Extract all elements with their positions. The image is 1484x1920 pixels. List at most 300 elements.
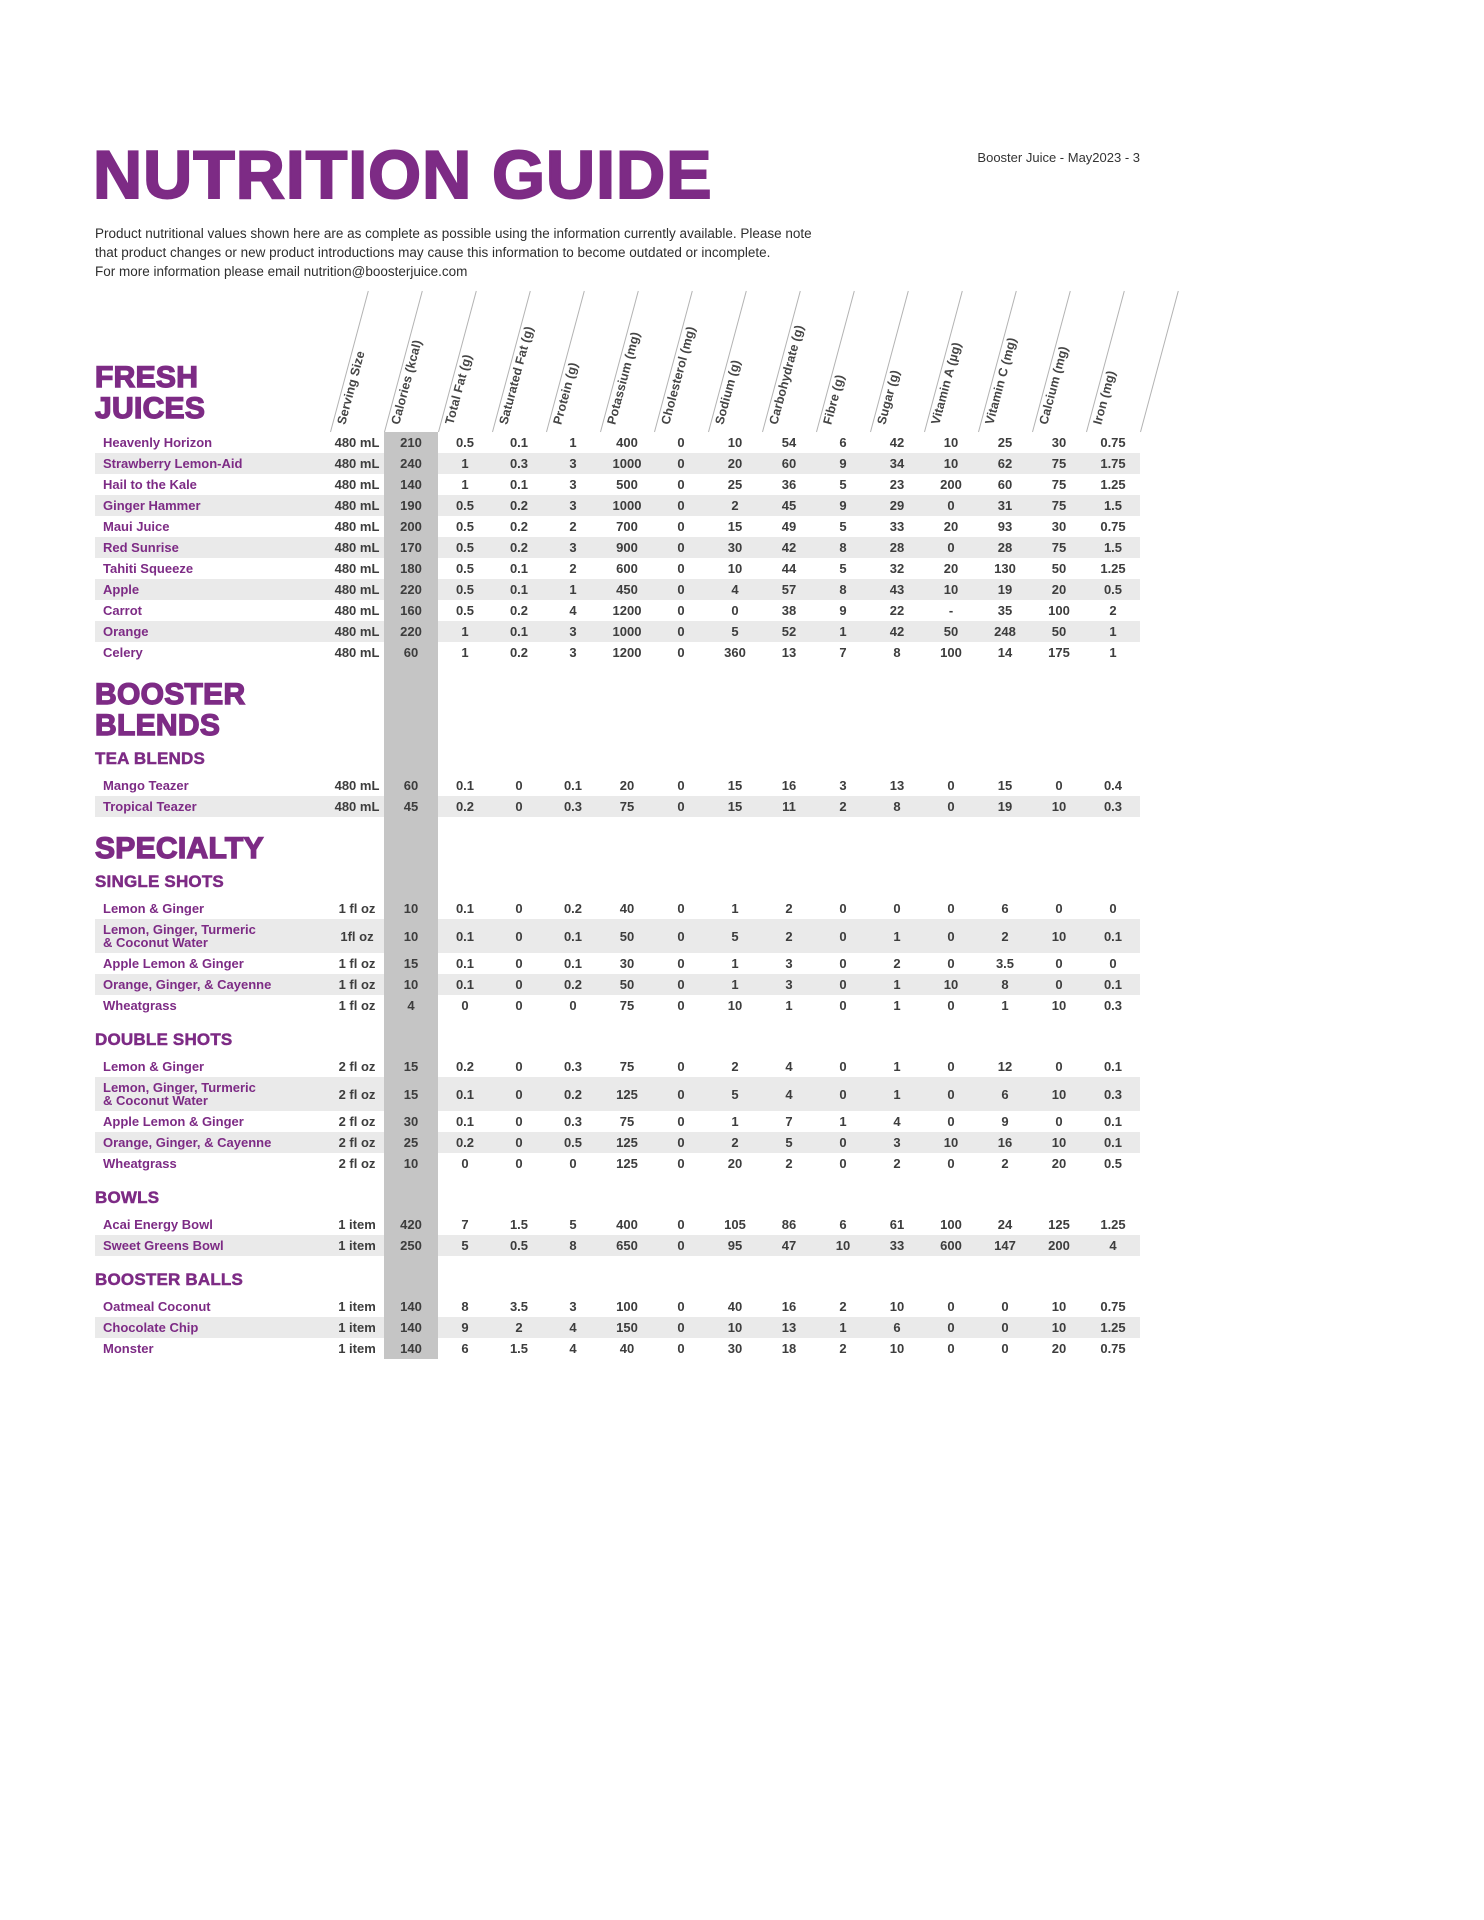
value-cell: 28	[997, 540, 1013, 555]
row-label: Carrot	[103, 602, 143, 618]
value-cell: 50	[1051, 561, 1067, 576]
calories-cell: 220	[384, 579, 438, 600]
value-cell: 0	[677, 977, 685, 992]
value-cell: 8	[893, 645, 901, 660]
value-cell: 1.25	[1100, 561, 1126, 576]
row-label: Acai Energy Bowl	[103, 1216, 213, 1232]
value-cell: 0.75	[1100, 435, 1126, 450]
value-cell: 0	[947, 799, 955, 814]
value-cell: 1.5	[1103, 498, 1123, 513]
value-cell: 1.5	[509, 1217, 529, 1232]
value-cell: 8	[839, 540, 847, 555]
value-cell: 75	[1051, 477, 1067, 492]
value-cell: 650	[616, 1238, 638, 1253]
value-cell: 3	[569, 1299, 577, 1314]
value-cell: 5	[839, 519, 847, 534]
header-divider-line	[1140, 291, 1179, 432]
value-cell: 75	[619, 1114, 635, 1129]
serving-size-cell: 480 mL	[334, 540, 380, 555]
row-label	[95, 1081, 330, 1108]
value-cell: 1	[731, 977, 739, 992]
value-cell: 42	[889, 435, 905, 450]
value-cell: 3	[569, 645, 577, 660]
group-subtitle: BOWLS	[95, 1188, 160, 1207]
serving-size-cell: 1fl oz	[340, 928, 374, 944]
value-cell: 0	[947, 498, 955, 513]
value-cell: 0.1	[1103, 928, 1123, 944]
calories-cell: 210	[384, 432, 438, 453]
column-header: Fibre (g)	[820, 373, 848, 426]
serving-size-cell: 480 mL	[334, 799, 380, 814]
row-label: Tropical Teazer	[103, 798, 197, 814]
table-row	[95, 919, 1140, 953]
nutrition-table	[95, 280, 1140, 1359]
serving-size-cell: 2 fl oz	[338, 1059, 376, 1074]
value-cell: 0.1	[563, 778, 583, 793]
row-label: Apple	[103, 581, 140, 597]
value-cell: 4	[893, 1114, 901, 1129]
value-cell: 0	[677, 901, 685, 916]
value-cell: 16	[781, 1299, 797, 1314]
table-row	[95, 1111, 1140, 1132]
row-label: Chocolate Chip	[103, 1319, 199, 1335]
row-label: Celery	[103, 644, 143, 660]
value-cell: 0	[677, 778, 685, 793]
table-row	[95, 558, 1140, 579]
value-cell: 5	[785, 1135, 793, 1150]
value-cell: 0.2	[455, 1135, 475, 1150]
value-cell: 0	[947, 1059, 955, 1074]
value-cell: 0.3	[563, 799, 583, 814]
value-cell: 75	[619, 998, 635, 1013]
value-cell: 4	[731, 582, 739, 597]
value-cell: 0.5	[563, 1135, 583, 1150]
value-cell: 50	[619, 928, 635, 944]
serving-size-cell: 1 item	[338, 1299, 376, 1314]
rows-group	[95, 1214, 1140, 1256]
value-cell: 8	[893, 799, 901, 814]
calories-cell: 15	[384, 953, 438, 974]
value-cell: 0	[839, 1135, 847, 1150]
value-cell: 0	[1055, 1114, 1063, 1129]
value-cell: 0	[677, 1217, 685, 1232]
value-cell: 75	[1051, 498, 1067, 513]
value-cell: 38	[781, 603, 797, 618]
table-row	[95, 898, 1140, 919]
value-cell: 0	[677, 477, 685, 492]
serving-size-cell: 1 item	[338, 1238, 376, 1253]
value-cell: 7	[839, 645, 847, 660]
value-cell: 0	[677, 1320, 685, 1335]
value-cell: 150	[616, 1320, 638, 1335]
value-cell: 6	[1001, 901, 1009, 916]
value-cell: 13	[781, 1320, 797, 1335]
value-cell: 600	[940, 1238, 962, 1253]
value-cell: 0	[1001, 1299, 1009, 1314]
value-cell: 52	[781, 624, 797, 639]
value-cell: 40	[619, 901, 635, 916]
calories-cell: 170	[384, 537, 438, 558]
calories-cell: 140	[384, 474, 438, 495]
column-header: Vitamin C (mg)	[982, 336, 1020, 426]
section-title-line: FRESH	[95, 361, 199, 394]
column-header: Saturated Fat (g)	[496, 324, 537, 426]
value-cell: 1200	[612, 645, 642, 660]
value-cell: 0	[515, 1135, 523, 1150]
value-cell: 13	[781, 645, 797, 660]
value-cell: 8	[1001, 977, 1009, 992]
value-cell: 0	[677, 1156, 685, 1171]
value-cell: 1.25	[1100, 477, 1126, 492]
value-cell: 0.5	[455, 498, 475, 513]
value-cell: 1	[1109, 624, 1117, 639]
value-cell: 1000	[612, 498, 642, 513]
value-cell: 0.1	[455, 1086, 475, 1102]
calories-cell: 45	[384, 796, 438, 817]
value-cell: 10	[1051, 1299, 1067, 1314]
value-cell: 1	[569, 582, 577, 597]
value-cell: 30	[1051, 519, 1067, 534]
value-cell: 1	[1109, 645, 1117, 660]
value-cell: 60	[781, 456, 797, 471]
value-cell: 0	[839, 1059, 847, 1074]
row-label: Strawberry Lemon-Aid	[103, 455, 243, 471]
value-cell: 0	[839, 928, 847, 944]
value-cell: 0	[1001, 1341, 1009, 1356]
value-cell: 3	[839, 778, 847, 793]
value-cell: 0.1	[455, 778, 475, 793]
value-cell: 400	[616, 435, 638, 450]
group-subtitle: DOUBLE SHOTS	[95, 1030, 233, 1049]
value-cell: 47	[781, 1238, 797, 1253]
value-cell: 248	[994, 624, 1016, 639]
value-cell: 3	[569, 477, 577, 492]
value-cell: 0	[947, 1299, 955, 1314]
value-cell: 20	[1051, 1341, 1067, 1356]
value-cell: 0	[515, 998, 523, 1013]
value-cell: 18	[781, 1341, 797, 1356]
row-label: Orange	[103, 623, 149, 639]
calories-cell: 220	[384, 621, 438, 642]
calories-cell: 25	[384, 1132, 438, 1153]
value-cell: 2	[1001, 1156, 1009, 1171]
value-cell: 0	[677, 1299, 685, 1314]
value-cell: 30	[727, 540, 743, 555]
group-subtitle: TEA BLENDS	[95, 749, 205, 768]
value-cell: 0	[947, 778, 955, 793]
value-cell: 19	[997, 582, 1013, 597]
value-cell: 0.1	[455, 901, 475, 916]
value-cell: 9	[839, 498, 847, 513]
value-cell: 95	[727, 1238, 743, 1253]
value-cell: 10	[943, 977, 959, 992]
column-header: Cholesterol (mg)	[658, 324, 699, 426]
value-cell: 36	[781, 477, 797, 492]
rows-group	[95, 1296, 1140, 1359]
value-cell: 0	[677, 540, 685, 555]
serving-size-cell: 2 fl oz	[338, 1135, 376, 1150]
row-label-line: & Coconut Water	[103, 935, 208, 950]
value-cell: 0	[731, 603, 739, 618]
value-cell: 0	[1001, 1320, 1009, 1335]
row-label: Hail to the Kale	[103, 476, 197, 492]
value-cell: 9	[461, 1320, 469, 1335]
calories-cell: 250	[384, 1235, 438, 1256]
value-cell: 2	[839, 1341, 847, 1356]
value-cell: 3.5	[995, 956, 1015, 971]
value-cell: 0.75	[1100, 519, 1126, 534]
value-cell: 0	[677, 956, 685, 971]
value-cell: 0	[947, 901, 955, 916]
table-body-inner	[95, 432, 1140, 1359]
value-cell: 2	[785, 901, 793, 916]
value-cell: 0	[839, 1086, 847, 1102]
value-cell: 105	[724, 1217, 746, 1232]
value-cell: 3	[569, 456, 577, 471]
column-header: Vitamin A (µg)	[928, 340, 964, 426]
row-label-line: Lemon, Ginger, Turmeric	[103, 1079, 256, 1095]
value-cell: 0.1	[1103, 1135, 1123, 1150]
column-header: Sodium (g)	[712, 358, 744, 426]
column-header: Calcium (mg)	[1036, 344, 1071, 426]
serving-size-cell: 480 mL	[334, 456, 380, 471]
value-cell: 16	[781, 778, 797, 793]
value-cell: 4	[1109, 1238, 1117, 1253]
value-cell: 0	[947, 540, 955, 555]
value-cell: 1	[731, 901, 739, 916]
value-cell: 44	[781, 561, 797, 576]
table-row	[95, 1296, 1140, 1317]
serving-size-cell: 1 fl oz	[338, 977, 376, 992]
column-header: Sugar (g)	[874, 368, 903, 426]
value-cell: 10	[727, 1320, 743, 1335]
intro-line: that product changes or new product introductions may cause this information to become outdated or incomplete.	[95, 245, 771, 261]
value-cell: 1	[461, 645, 469, 660]
value-cell: 10	[943, 1135, 959, 1150]
value-cell: 28	[889, 540, 905, 555]
value-cell: 0	[677, 1341, 685, 1356]
value-cell: 0.2	[509, 603, 529, 618]
calories-cell: 30	[384, 1111, 438, 1132]
value-cell: 0.3	[563, 1114, 583, 1129]
value-cell: 19	[997, 799, 1013, 814]
value-cell: 50	[1051, 624, 1067, 639]
table-row	[95, 1153, 1140, 1174]
value-cell: 4	[785, 1059, 793, 1074]
value-cell: 125	[616, 1086, 638, 1102]
value-cell: 40	[727, 1299, 743, 1314]
table-row	[95, 432, 1140, 453]
calories-cell: 190	[384, 495, 438, 516]
value-cell: 1	[893, 928, 901, 944]
value-cell: 6	[461, 1341, 469, 1356]
value-cell: 2	[731, 498, 739, 513]
page-title: NUTRITION GUIDE	[93, 137, 713, 213]
table-row	[95, 1338, 1140, 1359]
row-label: Tahiti Squeeze	[103, 560, 194, 576]
value-cell: 0.5	[455, 540, 475, 555]
value-cell: 200	[940, 477, 962, 492]
table-row	[95, 1132, 1140, 1153]
value-cell: 0	[677, 519, 685, 534]
intro-line-email: For more information please email nutrition@boosterjuice.com	[95, 264, 468, 280]
value-cell: 33	[889, 519, 905, 534]
table-row	[95, 621, 1140, 642]
value-cell: 0	[677, 1059, 685, 1074]
serving-size-cell: 480 mL	[334, 603, 380, 618]
table-row	[95, 995, 1140, 1016]
value-cell: 0.1	[563, 956, 583, 971]
table-row	[95, 495, 1140, 516]
section-title-line: SPECIALTY	[95, 832, 264, 865]
value-cell: 0	[947, 928, 955, 944]
value-cell: 0	[1109, 956, 1117, 971]
value-cell: 1000	[612, 624, 642, 639]
table-row	[95, 1077, 1140, 1111]
value-cell: 0.2	[509, 540, 529, 555]
document-reference: Booster Juice - May2023 - 3	[977, 150, 1140, 165]
value-cell: 6	[839, 435, 847, 450]
value-cell: 0	[839, 901, 847, 916]
value-cell: 700	[616, 519, 638, 534]
value-cell: 0.1	[509, 477, 529, 492]
value-cell: 10	[835, 1238, 851, 1253]
row-label: Lemon & Ginger	[103, 900, 205, 916]
value-cell: 0.5	[455, 519, 475, 534]
value-cell: 20	[727, 456, 743, 471]
value-cell: 14	[997, 645, 1013, 660]
value-cell: 11	[782, 799, 796, 814]
value-cell: 0.2	[563, 1086, 583, 1102]
value-cell: 1	[461, 477, 469, 492]
value-cell: 61	[889, 1217, 905, 1232]
section-title	[95, 679, 1140, 741]
value-cell: 7	[461, 1217, 469, 1232]
serving-size-cell: 480 mL	[334, 561, 380, 576]
value-cell: 0	[515, 928, 523, 944]
table-row	[95, 953, 1140, 974]
value-cell: 24	[997, 1217, 1013, 1232]
value-cell: 0	[947, 998, 955, 1013]
serving-size-cell: 480 mL	[334, 624, 380, 639]
value-cell: 10	[889, 1341, 905, 1356]
value-cell: 49	[781, 519, 797, 534]
value-cell: 0.5	[1103, 582, 1123, 597]
row-label	[95, 923, 330, 950]
value-cell: 1.25	[1100, 1217, 1126, 1232]
serving-size-cell: 1 item	[338, 1320, 376, 1335]
value-cell: 0	[515, 1114, 523, 1129]
value-cell: 0.4	[1103, 778, 1123, 793]
value-cell: 1.5	[1103, 540, 1123, 555]
value-cell: 75	[1051, 540, 1067, 555]
value-cell: 100	[940, 1217, 962, 1232]
value-cell: 0	[839, 1156, 847, 1171]
rows-group	[95, 1056, 1140, 1174]
value-cell: 30	[619, 956, 635, 971]
value-cell: 1	[731, 1114, 739, 1129]
row-label: Heavenly Horizon	[103, 434, 213, 450]
value-cell: 0.1	[1103, 977, 1123, 992]
value-cell: 10	[1051, 928, 1067, 944]
calories-cell: 60	[384, 775, 438, 796]
value-cell: 0	[515, 956, 523, 971]
value-cell: 0.5	[1103, 1156, 1123, 1171]
value-cell: 0.1	[509, 435, 529, 450]
table-body	[95, 432, 1140, 1359]
calories-cell: 240	[384, 453, 438, 474]
value-cell: 93	[997, 519, 1013, 534]
value-cell: 0.3	[1103, 1086, 1123, 1102]
value-cell: 0.1	[1103, 1114, 1123, 1129]
value-cell: 0	[839, 956, 847, 971]
value-cell: 175	[1048, 645, 1070, 660]
value-cell: 2	[731, 1135, 739, 1150]
value-cell: 4	[785, 1086, 793, 1102]
table-row	[95, 1056, 1140, 1077]
calories-cell: 140	[384, 1296, 438, 1317]
table-row	[95, 796, 1140, 817]
table-row	[95, 453, 1140, 474]
row-label: Orange, Ginger, & Cayenne	[103, 1134, 272, 1150]
value-cell: 3	[785, 977, 793, 992]
value-cell: 20	[943, 561, 959, 576]
table-row	[95, 974, 1140, 995]
value-cell: 5	[461, 1238, 469, 1253]
serving-size-cell: 2 fl oz	[338, 1114, 376, 1129]
value-cell: 0	[947, 1086, 955, 1102]
table-row	[95, 775, 1140, 796]
calories-cell: 140	[384, 1317, 438, 1338]
row-label: Lemon & Ginger	[103, 1058, 205, 1074]
value-cell: 50	[943, 624, 959, 639]
value-cell: 0	[947, 956, 955, 971]
value-cell: 16	[997, 1135, 1013, 1150]
value-cell: 43	[889, 582, 905, 597]
value-cell: 0	[569, 1156, 577, 1171]
value-cell: 125	[1048, 1217, 1070, 1232]
section-title-line: BLENDS	[95, 709, 221, 742]
value-cell: 0	[1055, 977, 1063, 992]
value-cell: 2	[731, 1059, 739, 1074]
value-cell: 0	[677, 582, 685, 597]
value-cell: 0.2	[509, 498, 529, 513]
value-cell: 0.2	[563, 901, 583, 916]
value-cell: 2	[1109, 603, 1117, 618]
row-label: Apple Lemon & Ginger	[103, 955, 244, 971]
serving-size-cell: 1 fl oz	[338, 998, 376, 1013]
value-cell: 45	[781, 498, 797, 513]
value-cell: 0	[677, 1086, 685, 1102]
value-cell: 3	[785, 956, 793, 971]
value-cell: 400	[616, 1217, 638, 1232]
value-cell: 20	[619, 778, 635, 793]
value-cell: 10	[727, 561, 743, 576]
value-cell: 33	[889, 1238, 905, 1253]
table-header	[95, 280, 1140, 432]
table-row	[95, 600, 1140, 621]
value-cell: 0	[677, 435, 685, 450]
calories-cell: 4	[384, 995, 438, 1016]
rows-group	[95, 898, 1140, 1016]
column-header: Protein (g)	[550, 360, 581, 426]
value-cell: 125	[616, 1156, 638, 1171]
value-cell: 1.25	[1100, 1320, 1126, 1335]
value-cell: 0.1	[455, 928, 475, 944]
value-cell: 3	[569, 624, 577, 639]
value-cell: 42	[889, 624, 905, 639]
value-cell: 0	[461, 1156, 469, 1171]
